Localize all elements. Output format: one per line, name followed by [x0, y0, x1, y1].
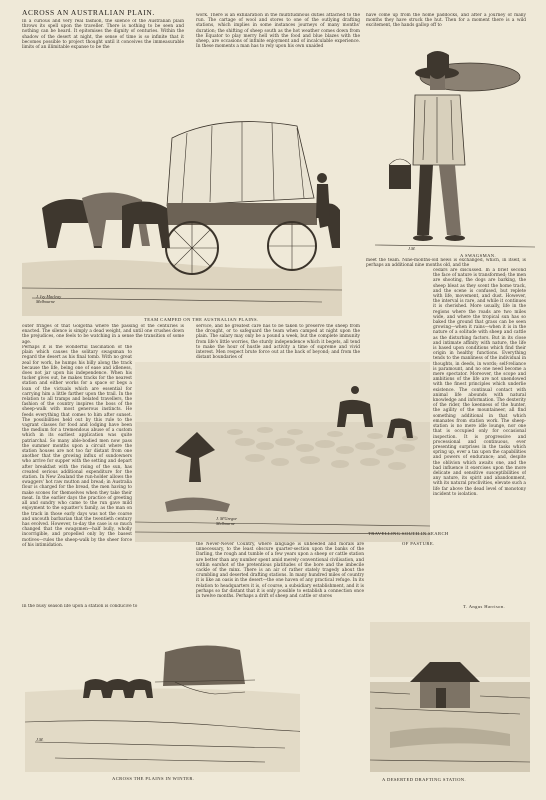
- column-2-low: the Never-Never Country, where language is unheeded and morals are unnecessary, to the least obscure quarter-section upon the banks of the Darling, the rough and tumble of a few years upon a sheep or cattle station are better than any number spent amid merely conventional civilisation, and within earshot of the pretentious platitudes of the bore and the imbecile cackle of the minx. There is an air of rather stately tragedy about the crumbling and deserted drafting stations. In many hundred miles of country it is like an oasis in the desert—the one haven of any practical refuge. In its relation to headquarters it is, of course, a subsidiary establishment, and it is perhaps so far distant that it is only possible to establish a connection once in twelve months. Perhaps a drift of sheep and cattle or stores: [196, 542, 364, 600]
- article-title: ACROSS AN AUSTRALIAN PLAIN.: [22, 8, 155, 17]
- travelling-south-signature: J. M'Gregor Melbourne: [216, 516, 238, 526]
- drafting-station-caption: A DESERTED DRAFTING STATION.: [382, 777, 467, 782]
- column-3-mid-b: cedars are discussed. In a brief second the face of nature is transformed; the men are shooting, the dogs are barking, the sheep bleat as they scent the home track, and the scene is confused, but replete with life, movement, and dust. However, the interval is rare, and while it continues it is cherished. More usually, life in the regions where the roads are two miles wide, and where the tropical sun has so baked the ground that grass can be seen growing—when it rains—when it is in the nature of a solitude with sheep and cattle as the disturbing factors. But in its close and intimate affinity with nature, the life is based upon conditions which find their origin in healthy functions. Everything tends to the manliness of the individual in thoughts, in deeds, in words; self-reliance is paramount, and no one need become a mere spectator. Moreover, the scope and ambitions of the life are not unendowed with the finest principles which underlie existence. The continual contact with animal life abounds with natural knowledge and information. The dexterity of the rider, the keenness of the hunter, the agility of the mountaineer, all find something additional in that which emanates from station work. The sheep-station is no mere idle lounge, nor one that is occupied only for occasional inspection. It is progressive and processional and continuous, ever presenting surprises in the tasks which spring up, ever a tax upon the capabilities and powers of endurance; and, despite the oblivion which awaits one, and the bad influence it exercises upon the more delicate and sensitive susceptibilities of any nature, its spirit and abandonment, with its natural proclivities, elevate such a life far above the dead level of monotony incident to isolation.: [433, 268, 526, 497]
- column-1-mid-b: Perhaps it is the wonderful fascination of the plain which causes the solitary swagsman to regard the desert as his final tomb. With no great zeal for work, he humps his billy along the track because the life, being one of ease and idleness, does not jar upon his independence. When his tucker gives out, he makes tracks for the nearest station and either works for a space or begs a loan of the victuals which are essential for carrying him a little farther upon the trail. In the relation to all tramps and belated travellers, the fashion of the country inspires the boss of the sheep-walk with most generous instincts. He feeds everything that comes to him after sunset. The possibilities held out by this rule to the vagrant classes for food and lodging have been the medium for a tremendous abuse of a custom which in its earliest application was quite patriarchal. So many able-bodied men now pass the summer months upon a circuit where the station houses are not too far distant from one another that the growing influx of sundowners who arrive for supper with the setting and depart after breakfast with the rising of the sun, has created serious additional expenditure for the station. In New Zealand the run-holder allows the swaggers' hot raw mutton and bread; in Australia flour is charged for the bread, the men having to make scones for themselves when they take their meat. In the earlier days the practice of greeting all and sundry who came to the run gave mild enjoyment to the squatter's family, as the man on the track in those early days was not the coarse and uncouth barbarian that the twentieth century has evolved. However, to-day the case is so much changed that the swagsmen—half bully, wholly incorrigible, and propelled only by the basest motives—rules the sheep-walk by the sheer force of his intimidation.: [22, 345, 132, 548]
- swagsman-signature: J.M.: [408, 246, 416, 251]
- illustration-swagsman: [375, 35, 535, 260]
- illustration-team-camped: [22, 98, 342, 316]
- swagsman-caption: A SWAGSMAN.: [460, 253, 497, 258]
- across-plains-caption: ACROSS THE PLAINS IN WINTER.: [112, 776, 195, 781]
- team-camped-signature: J. Ivy Macleay Melbourne: [36, 294, 62, 304]
- column-1-top: In a curious and very real fashion, the silence of the Australian plain throws its spell upon the traveller. There is nothing to be seen and nothing can be heard. It epitomises the dignity of centuries. Within the shadow of the desert at night, the sense of time is so infinite that it becomes possible to project thought until it conceives the immeasurable limits of an illimitable expanse to be the: [22, 19, 184, 51]
- illustration-across-plains: [25, 622, 300, 772]
- column-2-mid-a: service, and he greatest care has to be taken to preserve the sheep from the drought, or to safeguard the team when camped at night upon the plain. The salary may only be a pound a week, but the complete immunity from life's little worries, the sturdy independence which it begets, all tend to make the hour of hustle and activity a time of supreme and vivid interest. Men respect brute force out at the back of beyond; and from the distant boundaries of: [196, 324, 360, 360]
- article-author: T. Angus Harrison.: [463, 604, 506, 609]
- column-1-mid-a: outer fringes of that Golgotha where the passing of the centuries is enacted. The silence is simply a dead weight, and until one crushes down the prejudices, one feels to be watching in a sense the transition of some age.: [22, 324, 184, 345]
- across-plains-signature: J.M.: [36, 737, 44, 742]
- illustration-travelling-south: [135, 362, 430, 542]
- column-1-mid-c: In the busy season life upon a station is conducive to: [22, 604, 138, 609]
- illustration-drafting-station: [370, 622, 530, 772]
- travelling-south-caption-2: OF PASTURE.: [402, 541, 435, 546]
- column-3-mid-a: meet the team. Nine-months-old news is exchanged, which, in itself, is perhaps an additional nine months old, and the: [366, 258, 526, 269]
- column-3-top: have come up from the home paddocks, and after a journey of many months they have struck the hut. Then for a moment there is a wild excitement, the hands gallop off to: [366, 13, 526, 29]
- team-camped-caption: TEAM CAMPED ON THE AUSTRALIAN PLAINS.: [144, 317, 259, 322]
- travelling-south-caption-1: TRAVELLING SOUTH IN SEARCH: [368, 531, 449, 536]
- column-2-top: work. There is an exhilaration in the multitudinous duties attached to the run. The cartage of wool and stores to one of the outlying drafting stations, which implies in some instances journeys of many months' duration; the shifting of sheep south as the hot weather comes down from the Equator to play merry hell with the food and blue blazes with the sheep, are occasions of infinite enjoyment and of incalculable experience. In these moments a man has to rely upon his own unaided: [196, 13, 360, 50]
